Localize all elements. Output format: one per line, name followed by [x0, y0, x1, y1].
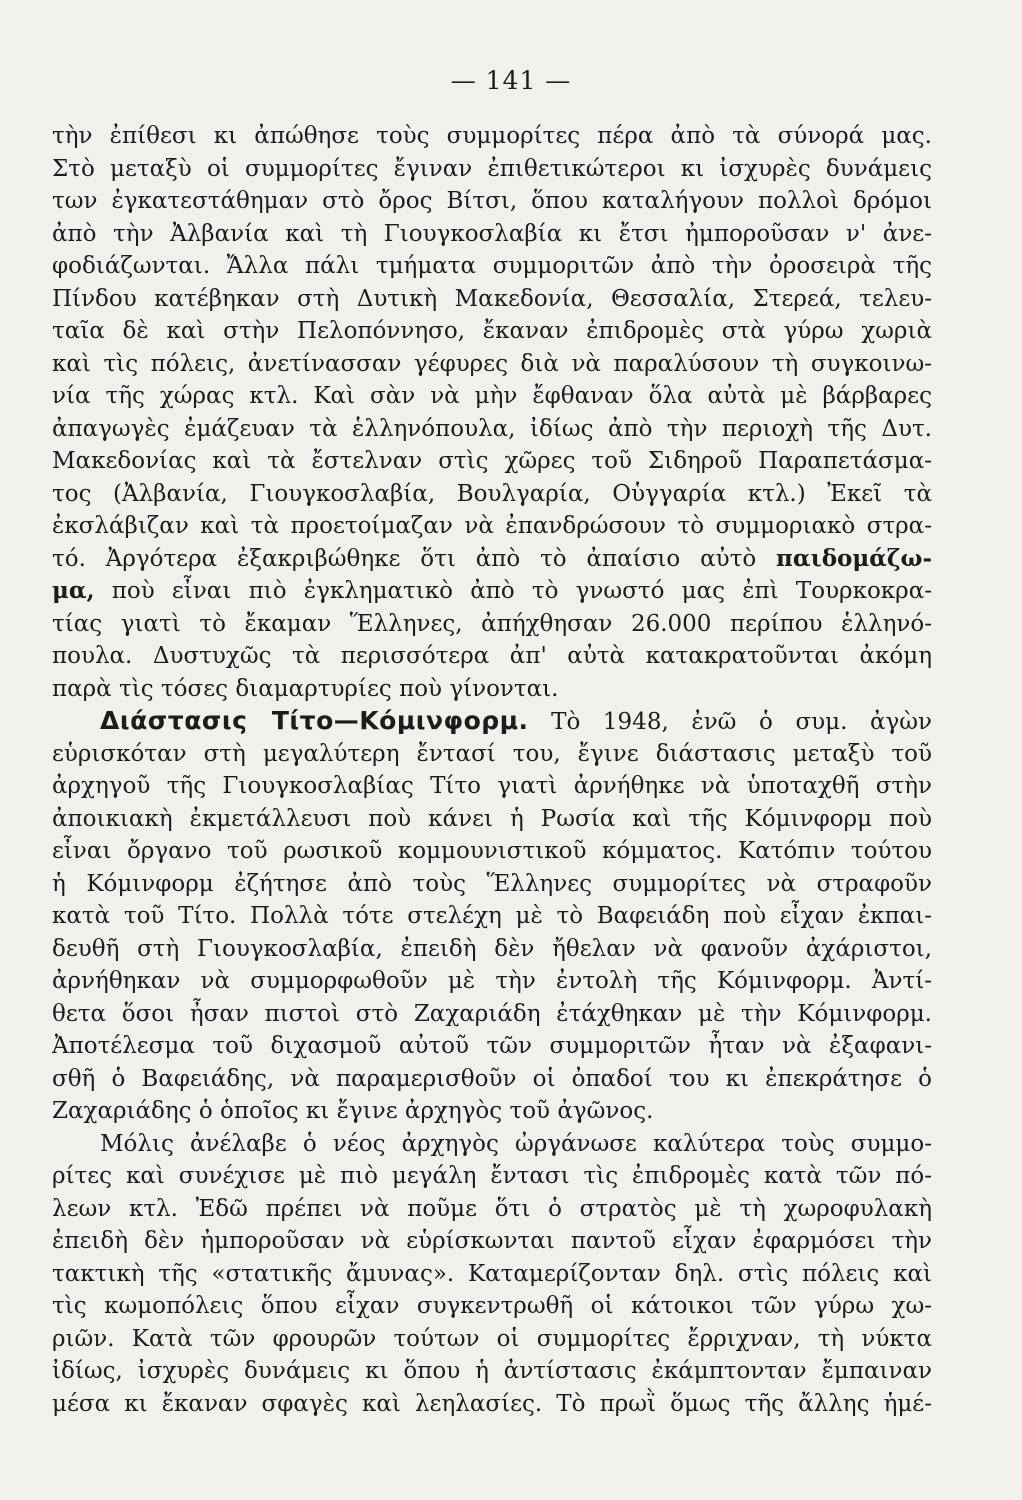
text-line	[52, 185, 932, 218]
text-segment: Ζαχαριάδης ὁ ὁποῖος κι ἔγινε ἀρχηγὸς τοῦ ἀγῶνος.	[52, 1098, 654, 1124]
emphasized-word: μα,	[52, 577, 95, 604]
text-segment: πουλα. Δυστυχῶς τὰ περισσότερα ἀπ' αὐτὰ κατακρατοῦνται ἀκόμη	[52, 643, 932, 669]
text-segment: ἀρχηγοῦ τῆς Γιουγκοσλαβίας Τίτο γιατὶ ἀρνήθηκε νὰ ὑποταχθῆ στὴν	[52, 773, 932, 799]
text-segment: φοδιάζωνται. Ἄλλα πάλι τμήματα συμμοριτῶν ἀπὸ τὴν ὀροσειρὰ τῆς	[52, 253, 932, 279]
text-line	[52, 1128, 932, 1161]
text-line	[52, 965, 932, 998]
text-segment: τακτικὴ τῆς «στατικῆς ἄμυνας». Καταμερίζονταν δηλ. στὶς πόλεις καὶ	[52, 1260, 932, 1287]
text-line	[52, 1323, 932, 1356]
text-line	[52, 1160, 932, 1193]
text-line	[52, 283, 932, 316]
section-heading-line	[52, 705, 932, 738]
text-line	[52, 738, 932, 771]
text-line	[52, 1225, 932, 1258]
text-segment: καὶ τὶς πόλεις, ἀνετίνασσαν γέφυρες διὰ νὰ παραλύσουν τὴ συγκοινω-	[52, 350, 932, 377]
text-segment: παρὰ τὶς τόσες διαμαρτυρίες ποὺ γίνονται.	[52, 675, 559, 702]
text-segment: ἀποικιακὴ ἐκμετάλλευσι ποὺ κάνει ἡ Ρωσία καὶ τῆς Κόμινφορμ ποὺ	[52, 805, 932, 832]
text-line	[52, 770, 932, 803]
text-segment: Στὸ μεταξὺ οἱ συμμορίτες ἔγιναν ἐπιθετικώτεροι κι ἰσχυρὲς δυνάμεις	[52, 155, 932, 182]
section-heading: Διάστασις Τίτο—Κόμινφορμ.	[100, 706, 529, 735]
text-line	[52, 380, 932, 413]
text-line	[52, 1095, 932, 1128]
text-segment: τὶς κωμοπόλεις ὅπου εἶχαν συγκεντρωθῆ οἱ κάτοικοι τῶν γύρω χω-	[52, 1293, 932, 1319]
text-line	[52, 1258, 932, 1291]
text-segment: τίας γιατὶ τὸ ἔκαμαν Ἕλληνες, ἀπήχθησαν 26.000 περίπου ἑλληνό-	[52, 610, 932, 637]
text-segment: ποὺ εἶναι πιὸ ἐγκληματικὸ ἀπὸ τὸ γνωστό μας ἐπὶ Τουρκοκρα-	[94, 578, 932, 604]
text-line	[52, 640, 932, 673]
text-segment: ρίτες καὶ συνέχισε μὲ πιὸ μεγάλη ἔντασι τὶς ἐπιδρομὲς κατὰ τῶν πό-	[52, 1163, 932, 1189]
text-line	[52, 1030, 932, 1063]
text-line	[52, 575, 932, 608]
body-text	[52, 120, 932, 1420]
text-segment: μέσα κι ἔκαναν σφαγὲς καὶ λεηλασίες. Τὸ πρωῒ ὅμως τῆς ἄλλης ἡμέ-	[52, 1390, 932, 1417]
text-segment: των ἐγκατεστάθημαν στὸ ὄρος Βίτσι, ὅπου καταλήγουν πολλοὶ δρόμοι	[52, 188, 932, 214]
text-line	[52, 673, 932, 706]
text-segment: εὑρισκόταν στὴ μεγαλύτερη ἔντασί του, ἔγινε διάστασις μεταξὺ τοῦ	[52, 740, 932, 767]
text-line	[52, 543, 932, 576]
text-segment: Πίνδου κατέβηκαν στὴ Δυτικὴ Μακεδονία, Θεσσαλία, Στερεά, τελευ-	[52, 285, 932, 312]
text-segment: τος (Ἀλβανία, Γιουγκοσλαβία, Βουλγαρία, Οὑγγαρία κτλ.) Ἐκεῖ τὰ	[52, 480, 932, 507]
text-line	[52, 315, 932, 348]
text-segment: ἐκσλάβιζαν καὶ τὰ προετοίμαζαν νὰ ἐπανδρώσουν τὸ συμμοριακὸ στρα-	[52, 513, 932, 539]
text-line	[52, 835, 932, 868]
text-line	[52, 1355, 932, 1388]
text-line	[52, 478, 932, 511]
text-line	[52, 120, 932, 153]
text-line	[52, 510, 932, 543]
text-line	[52, 1290, 932, 1323]
text-line	[52, 1063, 932, 1096]
text-line	[52, 933, 932, 966]
text-line	[52, 1193, 932, 1226]
text-line	[52, 348, 932, 381]
emphasized-word: παιδομάζω-	[776, 544, 932, 572]
text-segment: θετα ὅσοι ἦσαν πιστοὶ στὸ Ζαχαριάδη ἐτάχθηκαν μὲ τὴν Κόμινφορμ.	[52, 1000, 932, 1027]
text-segment: Μακεδονίας καὶ τὰ ἔστελναν στὶς χῶρες τοῦ Σιδηροῦ Παραπετάσμα-	[52, 448, 932, 474]
text-segment: Ἀποτέλεσμα τοῦ διχασμοῦ αὐτοῦ τῶν συμμοριτῶν ἦταν νὰ ἐξαφανι-	[52, 1033, 932, 1059]
text-segment: ἀπαγωγὲς ἐμάζευαν τὰ ἑλληνόπουλα, ἰδίως ἀπὸ τὴν περιοχὴ τῆς Δυτ.	[52, 415, 932, 442]
text-segment: ἀρνήθηκαν νὰ συμμορφωθοῦν μὲ τὴν ἐντολὴ τῆς Κόμινφορμ. Ἀντί-	[52, 968, 932, 994]
text-segment: ἡ Κόμινφορμ ἐζήτησε ἀπὸ τοὺς Ἕλληνες συμμορίτες νὰ στραφοῦν	[52, 870, 932, 897]
text-line	[52, 608, 932, 641]
text-line	[52, 413, 932, 446]
text-segment: ἐπειδὴ δὲν ἠμποροῦσαν νὰ εὑρίσκωνται παντοῦ εἶχαν ἐφαρμόσει τὴν	[52, 1228, 932, 1254]
text-line	[52, 218, 932, 251]
text-line	[52, 900, 932, 933]
text-segment: τό. Ἀργότερα ἐξακριβώθηκε ὅτι ἀπὸ τὸ ἀπαίσιο αὐτὸ	[52, 545, 777, 572]
page-number: — 141 —	[450, 66, 572, 95]
text-line	[52, 803, 932, 836]
text-line	[52, 445, 932, 478]
text-segment: ἰδίως, ἰσχυρὲς δυνάμεις κι ὅπου ἡ ἀντίστασις ἐκάμπτονταν ἔμπαιναν	[52, 1358, 932, 1384]
text-segment: νία τῆς χώρας κτλ. Καὶ σὰν νὰ μὴν ἔφθαναν ὅλα αὐτὰ μὲ βάρβαρες	[52, 383, 932, 409]
text-segment: δευθῆ στὴ Γιουγκοσλαβία, ἐπειδὴ δὲν ἤθελαν νὰ φανοῦν ἀχάριστοι,	[52, 935, 932, 962]
text-segment: ἀπὸ τὴν Ἀλβανία καὶ τὴ Γιουγκοσλαβία κι ἔτσι ἠμποροῦσαν ν' ἀνε-	[52, 220, 932, 247]
text-segment: σθῆ ὁ Βαφειάδης, νὰ παραμερισθοῦν οἱ ὀπαδοί του κι ἐπεκράτησε ὁ	[52, 1065, 932, 1092]
text-line	[52, 153, 932, 186]
text-segment: ταῖα δὲ καὶ στὴν Πελοπόννησο, ἔκαναν ἐπιδρομὲς στὰ γύρω χωριὰ	[52, 318, 932, 344]
text-line	[52, 998, 932, 1031]
text-segment: τὴν ἐπίθεσι κι ἀπώθησε τοὺς συμμορίτες πέρα ἀπὸ τὰ σύνορά μας.	[52, 123, 932, 149]
text-segment: ριῶν. Κατὰ τῶν φρουρῶν τούτων οἱ συμμορίτες ἔρριχναν, τὴ νύκτα	[52, 1325, 932, 1352]
text-segment: Τὸ 1948, ἐνῶ ὁ συμ. ἀγὼν	[528, 709, 932, 735]
text-line	[52, 868, 932, 901]
text-segment: κατὰ τοῦ Τίτο. Πολλὰ τότε στελέχη μὲ τὸ Βαφειάδη ποὺ εἶχαν ἐκπαι-	[52, 903, 932, 929]
text-line	[52, 1388, 932, 1421]
text-segment: εἶναι ὄργανο τοῦ ρωσικοῦ κομμουνιστικοῦ κόμματος. Κατόπιν τούτου	[52, 838, 932, 864]
text-segment: Μόλις ἀνέλαβε ὁ νέος ἀρχηγὸς ὠργάνωσε καλύτερα τοὺς συμμο-	[100, 1130, 932, 1157]
text-segment: λεων κτλ. Ἐδῶ πρέπει νὰ ποῦμε ὅτι ὁ στρατὸς μὲ τὴ χωροφυλακὴ	[52, 1195, 932, 1222]
text-line	[52, 250, 932, 283]
